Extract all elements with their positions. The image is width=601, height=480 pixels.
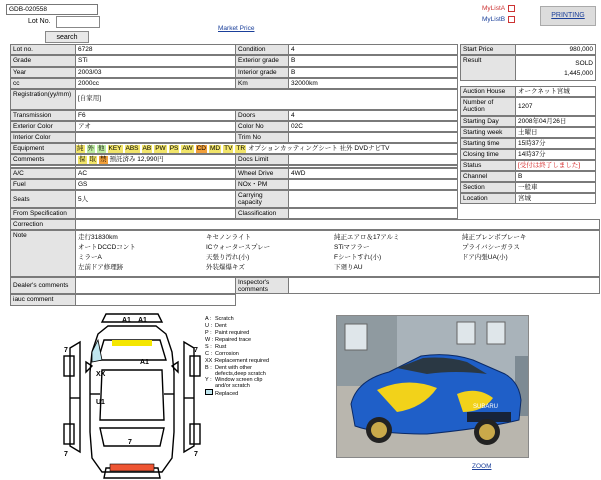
note-item: ICウォータースプレー: [206, 244, 271, 251]
exterior-color-label: Exterior Color: [10, 121, 76, 132]
mylist-a[interactable]: [482, 5, 515, 12]
comment-tag: 禁: [100, 156, 107, 163]
mark-7-e: 7: [128, 439, 132, 446]
equipment-tag: TR: [236, 145, 246, 152]
condition-value: 4: [288, 44, 458, 55]
location-label: Location: [460, 193, 516, 204]
note-item: キセノンライト: [206, 234, 251, 241]
equipment-tag: AW: [182, 145, 193, 152]
mylist-b[interactable]: [482, 16, 515, 23]
location-value: 宮城: [515, 193, 596, 204]
equipment-tag: 他: [98, 145, 105, 152]
cc-value: 2000cc: [75, 78, 236, 89]
seats-label: Seats: [10, 190, 76, 208]
equipment-extra: オプションカッティングシート 社外 DVDナビTV: [248, 145, 390, 152]
note-item: プライバシーガラス: [462, 244, 520, 251]
legend-row: [205, 330, 249, 336]
equipment-tag: AB: [142, 145, 152, 152]
interior-color-value: [75, 132, 236, 143]
comments-text: 預託済み 12,990円: [109, 156, 164, 163]
legend-key: XX :: [205, 358, 216, 364]
legend-row: [205, 358, 269, 364]
damage-diagram: [62, 312, 202, 480]
auction-house-value: オークネット宮城: [515, 86, 596, 97]
equipment-tags: [76, 145, 248, 152]
seats-value: 5人: [75, 190, 236, 208]
note-label: Note: [10, 230, 76, 277]
km-label: Km: [235, 78, 289, 89]
closing-time-label: Closing time: [460, 149, 516, 160]
start-price-label: Start Price: [460, 44, 516, 55]
legend-key: C :: [205, 351, 213, 357]
legend-row: [205, 389, 238, 397]
note-item: 左前ドア修理跡: [78, 264, 124, 271]
legend-text: Rust: [215, 344, 227, 350]
legend-text: Replaced: [215, 391, 239, 397]
note-item: STiマフラー: [334, 244, 370, 251]
doors-label: Doors: [235, 110, 289, 121]
equipment-value: [75, 143, 458, 154]
equipment-tag: 純: [77, 145, 84, 152]
mark-a1-front-left: A1: [122, 317, 131, 324]
year-label: Year: [10, 67, 76, 78]
correction-value: [75, 219, 600, 230]
starting-week-label: Starting week: [460, 127, 516, 138]
docs-limit-value: [288, 154, 458, 165]
from-spec-value: [75, 208, 236, 219]
legend-text: Paint required: [215, 330, 250, 336]
legend-key: U :: [205, 323, 213, 329]
legend-row: [205, 351, 239, 357]
legend-key: W :: [205, 337, 214, 343]
code-label: GDB-020558: [6, 4, 98, 15]
result-value: 1,445,000: [564, 70, 593, 77]
legend-text: Repaired trace: [215, 337, 252, 343]
exterior-grade-label: Exterior grade: [235, 55, 289, 67]
legend-row: [205, 323, 227, 329]
wheel-drive-label: Wheel Drive: [235, 168, 289, 179]
grade-label: Grade: [10, 55, 76, 67]
mylist-a-checkbox[interactable]: [508, 5, 515, 12]
note-item: 天張り汚れ(小): [206, 254, 250, 261]
interior-color-label: Interior Color: [10, 132, 76, 143]
legend-text: Scratch: [215, 316, 234, 322]
section-value: 一般車: [515, 182, 596, 193]
roof-outline: [100, 370, 164, 420]
inspectors-comments-label: Inspector's comments: [235, 277, 289, 294]
nox-pm-label: NOx・PM: [235, 179, 289, 190]
legend-text: Replacement required: [215, 358, 270, 364]
channel-label: Channel: [460, 171, 516, 182]
mark-7-a: 7: [64, 347, 68, 354]
legend-text: Corrosion: [215, 351, 239, 357]
dealers-comments-value: [75, 277, 236, 294]
classification-label: Classification: [235, 208, 289, 219]
legend-row: [205, 337, 251, 343]
starting-time-label: Starting time: [460, 138, 516, 149]
lot-no-value: 6728: [75, 44, 236, 55]
condition-label: Condition: [235, 44, 289, 55]
mylist-b-label: MyListB: [482, 16, 506, 24]
car-photo[interactable]: [336, 315, 529, 458]
legend-key: B :: [205, 365, 212, 371]
fuel-label: Fuel: [10, 179, 76, 190]
legend-text: Dent with other defects,deep scratch: [215, 365, 266, 377]
km-value: 32000km: [288, 78, 458, 89]
legend-text: Dent: [215, 323, 227, 329]
number-auction-label: Number of Auction: [460, 97, 516, 116]
note-item: ミラーA: [78, 254, 102, 261]
equipment-tag: MD: [209, 145, 221, 152]
photo-brand-text: SUBARU: [473, 404, 499, 410]
equipment-tag: PW: [155, 145, 166, 152]
comments-value: [75, 154, 236, 165]
auction-house-label: Auction House: [460, 86, 516, 97]
lot-no-label: Lot no.: [10, 44, 76, 55]
color-no-label: Color No: [235, 121, 289, 132]
legend-key: [205, 389, 213, 395]
status-value: [受付は終了しました]: [515, 160, 596, 171]
printing-button[interactable]: PRINTING: [540, 6, 596, 26]
nox-pm-value: [288, 179, 458, 190]
mark-a1-hood: A1: [140, 359, 149, 366]
legend-row: [205, 316, 234, 322]
starting-day-label: Starting Day: [460, 116, 516, 127]
legend-key: A :: [205, 316, 212, 322]
legend-key: P :: [205, 330, 212, 336]
status-label: Status: [460, 160, 516, 171]
starting-day-value: 2008年04月26日: [515, 116, 596, 127]
mark-7-d: 7: [194, 451, 198, 458]
rear-glass-outline: [100, 428, 164, 446]
mark-7-b: 7: [194, 347, 198, 354]
legend-row: [205, 365, 275, 377]
note-item: 純正エアロ＆17アルミ: [334, 234, 400, 241]
dealers-comments-label: Dealer's comments: [10, 277, 76, 294]
cc-label: cc: [10, 78, 76, 89]
mylist-b-checkbox[interactable]: [508, 16, 515, 23]
carrying-label: Carrying capacity: [235, 190, 289, 208]
replaced-panel-mark: [92, 340, 102, 362]
car-photo-image: [337, 316, 529, 458]
color-no-value: 02C: [288, 121, 458, 132]
equipment-tag: CD: [196, 145, 206, 152]
lot-input[interactable]: [56, 16, 100, 28]
result-value-box: [515, 55, 596, 81]
registration-value: [自家用]: [75, 89, 458, 110]
legend-key: Y :: [205, 377, 212, 383]
zoom-link[interactable]: ZOOM: [472, 463, 492, 470]
iauc-comment-value: [75, 294, 236, 306]
channel-value: B: [515, 171, 596, 182]
section-label: Section: [460, 182, 516, 193]
classification-value: [288, 208, 458, 219]
legend-text: Window screen clip and/or scratch: [215, 377, 263, 389]
interior-grade-value: B: [288, 67, 458, 78]
iauc-comment-label: iauc comment: [10, 294, 76, 306]
inspectors-comments-value: [288, 277, 600, 294]
exterior-grade-value: B: [288, 55, 458, 67]
ac-label: A/C: [10, 168, 76, 179]
trim-no-value: [288, 132, 458, 143]
transmission-label: Transmission: [10, 110, 76, 121]
equipment-tag: 外: [87, 145, 94, 152]
equipment-tag: TV: [224, 145, 233, 152]
from-spec-label: From Specification: [10, 208, 76, 219]
closing-time-value: 14時37分: [515, 149, 596, 160]
note-item: Fシートすれ(小): [334, 254, 382, 261]
rear-damage-mark: [110, 464, 154, 471]
legend-row: [205, 377, 275, 389]
starting-week-value: 土曜日: [515, 127, 596, 138]
comments-label: Comments: [10, 154, 76, 165]
search-button[interactable]: search: [45, 31, 89, 43]
note-value: [75, 230, 600, 277]
note-item: 走行31830km: [78, 234, 118, 241]
comment-tag: 保: [79, 156, 86, 163]
comment-tag: 取: [89, 156, 96, 163]
note-item: 外装爆爆キズ: [206, 264, 245, 271]
comments-tags: [78, 156, 110, 163]
fuel-value: GS: [75, 179, 236, 190]
carrying-value: [288, 190, 458, 208]
result-label: Result: [460, 55, 516, 81]
mark-xx: XX: [96, 371, 106, 378]
wheel-drive-value: 4WD: [288, 168, 458, 179]
note-item: オートDCCDコント: [78, 244, 136, 251]
trim-no-label: Trim No: [235, 132, 289, 143]
lot-label: Lot No.: [28, 18, 51, 25]
exterior-color-value: アオ: [75, 121, 236, 132]
mark-a1-front-right: A1: [138, 317, 147, 324]
note-item: 純正ブレンボブレーキ: [462, 234, 527, 241]
number-auction-value: 1207: [515, 97, 596, 116]
grade-value: STi: [75, 55, 236, 67]
starting-time-value: 15時37分: [515, 138, 596, 149]
interior-grade-label: Interior grade: [235, 67, 289, 78]
transmission-value: F6: [75, 110, 236, 121]
market-price-link[interactable]: Market Price: [218, 25, 255, 32]
year-value: 2003/03: [75, 67, 236, 78]
correction-label: Correction: [10, 219, 76, 230]
equipment-tag: PS: [169, 145, 179, 152]
mark-7-c: 7: [64, 451, 68, 458]
legend-row: [205, 344, 226, 350]
doors-value: 4: [288, 110, 458, 121]
legend-key: S :: [205, 344, 212, 350]
result-status: SOLD: [575, 60, 593, 67]
windscreen-chip-mark: [112, 340, 152, 346]
docs-limit-label: Docs Limit: [235, 154, 289, 165]
equipment-tag: KEY: [108, 145, 122, 152]
start-price-value: 980,000: [515, 44, 596, 55]
mylist-a-label: MyListA: [482, 5, 506, 13]
mark-u1: U1: [96, 399, 105, 406]
registration-label: Registration(yy/mm): [10, 89, 76, 110]
equipment-label: Equipment: [10, 143, 76, 154]
ac-value: AC: [75, 168, 236, 179]
note-item: ドア内張UA(小): [462, 254, 508, 261]
equipment-tag: ABS: [125, 145, 139, 152]
note-item: 下廻りAU: [334, 264, 363, 271]
